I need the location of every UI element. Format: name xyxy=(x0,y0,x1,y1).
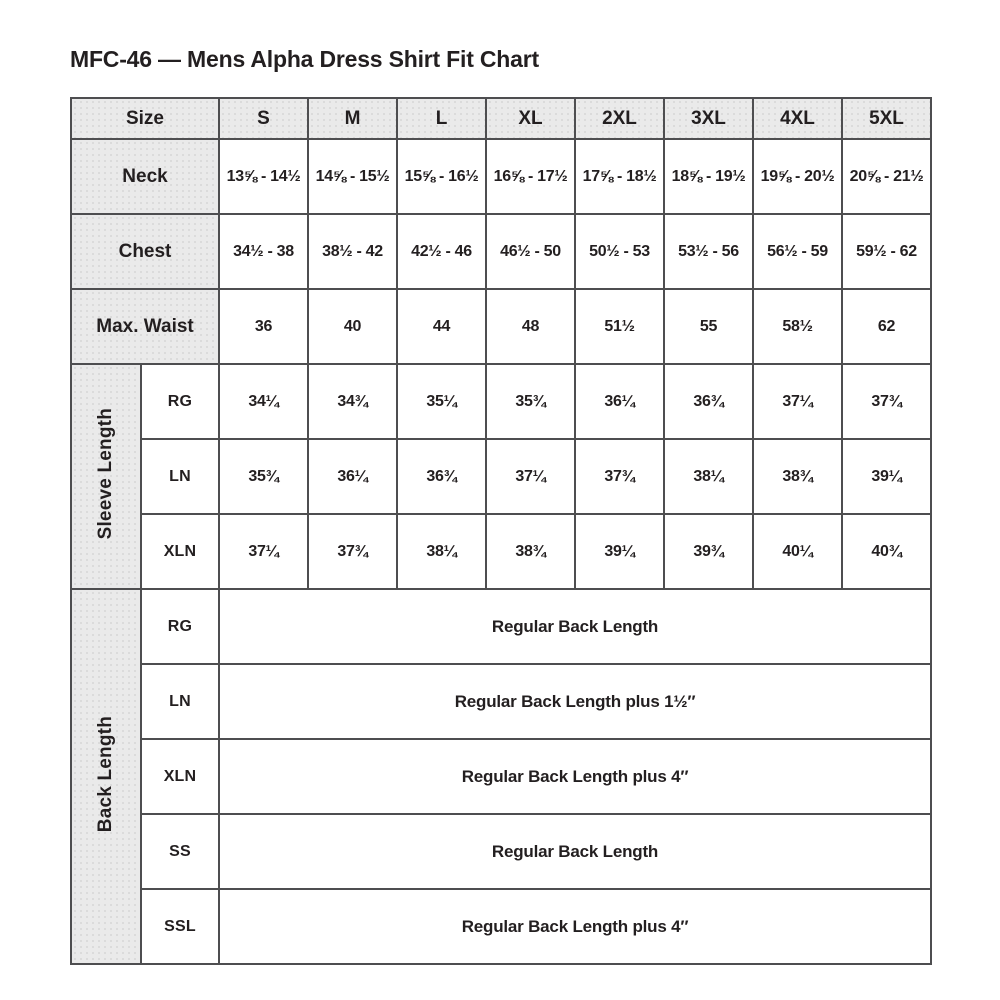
chest-value-cell: 56½ - 59 xyxy=(753,214,842,289)
max-waist-value-cell: 62 xyxy=(842,289,931,364)
chest-row xyxy=(71,214,931,289)
sleeve-ln-value-cell: 35¾ xyxy=(219,439,308,514)
back-code-rg: RG xyxy=(141,589,219,664)
back-code-ln: LN xyxy=(141,664,219,739)
sleeve-xln-value-cell: 39¾ xyxy=(664,514,753,589)
column-header-2xl: 2XL xyxy=(575,98,664,139)
sleeve-xln-value-cell: 38¼ xyxy=(397,514,486,589)
back-ssl-description: Regular Back Length plus 4″ xyxy=(219,889,931,964)
neck-row xyxy=(71,139,931,214)
sleeve-xln-value-cell: 38¾ xyxy=(486,514,575,589)
page-title: MFC-46 — Mens Alpha Dress Shirt Fit Chart xyxy=(70,46,539,72)
sleeve-ln-row xyxy=(71,439,931,514)
sleeve-code-rg: RG xyxy=(141,364,219,439)
sleeve-rg-value-cell: 35¼ xyxy=(397,364,486,439)
sleeve-ln-value-cell: 37¼ xyxy=(486,439,575,514)
neck-value-cell: 18⅝ - 19½ xyxy=(664,139,753,214)
back-code-xln: XLN xyxy=(141,739,219,814)
sleeve-xln-value-cell: 40¼ xyxy=(753,514,842,589)
column-header-3xl: 3XL xyxy=(664,98,753,139)
sleeve-rg-value-cell: 36¼ xyxy=(575,364,664,439)
header-row xyxy=(71,98,931,139)
back-code-ssl: SSL xyxy=(141,889,219,964)
neck-value-cell: 14⅝ - 15½ xyxy=(308,139,397,214)
chest-value-cell: 34½ - 38 xyxy=(219,214,308,289)
back-rg-description: Regular Back Length xyxy=(219,589,931,664)
max-waist-row xyxy=(71,289,931,364)
sleeve-code-ln: LN xyxy=(141,439,219,514)
sleeve-rg-value-cell: 34¼ xyxy=(219,364,308,439)
column-header-s: S xyxy=(219,98,308,139)
max-waist-value-cell: 55 xyxy=(664,289,753,364)
chest-value-cell: 50½ - 53 xyxy=(575,214,664,289)
sleeve-xln-value-cell: 40¾ xyxy=(842,514,931,589)
neck-value-cell: 19⅝ - 20½ xyxy=(753,139,842,214)
sleeve-ln-value-cell: 36¾ xyxy=(397,439,486,514)
chest-value-cell: 42½ - 46 xyxy=(397,214,486,289)
sleeve-length-vertical-label xyxy=(71,364,141,589)
chest-value-cell: 53½ - 56 xyxy=(664,214,753,289)
row-label-chest: Chest xyxy=(71,214,219,289)
max-waist-value-cell: 40 xyxy=(308,289,397,364)
max-waist-value-cell: 36 xyxy=(219,289,308,364)
sleeve-ln-value-cell: 37¾ xyxy=(575,439,664,514)
back-length-vertical-label xyxy=(71,589,141,964)
column-header-m: M xyxy=(308,98,397,139)
back-xln-description: Regular Back Length plus 4″ xyxy=(219,739,931,814)
neck-value-cell: 20⅝ - 21½ xyxy=(842,139,931,214)
chest-value-cell: 38½ - 42 xyxy=(308,214,397,289)
neck-value-cell: 13⅝ - 14½ xyxy=(219,139,308,214)
max-waist-value-cell: 58½ xyxy=(753,289,842,364)
back-rg-row xyxy=(71,589,931,664)
sleeve-rg-row xyxy=(71,364,931,439)
max-waist-value-cell: 48 xyxy=(486,289,575,364)
row-label-neck: Neck xyxy=(71,139,219,214)
sleeve-ln-value-cell: 38¼ xyxy=(664,439,753,514)
sleeve-code-xln: XLN xyxy=(141,514,219,589)
column-header-5xl: 5XL xyxy=(842,98,931,139)
back-ln-row xyxy=(71,664,931,739)
column-header-xl: XL xyxy=(486,98,575,139)
corner-cell-size: Size xyxy=(71,98,219,139)
back-ln-description: Regular Back Length plus 1½″ xyxy=(219,664,931,739)
sleeve-ln-value-cell: 38¾ xyxy=(753,439,842,514)
back-code-ss: SS xyxy=(141,814,219,889)
column-header-l: L xyxy=(397,98,486,139)
sleeve-xln-row xyxy=(71,514,931,589)
sleeve-length-label-text: Sleeve Length xyxy=(95,408,116,540)
max-waist-value-cell: 51½ xyxy=(575,289,664,364)
chest-value-cell: 46½ - 50 xyxy=(486,214,575,289)
sleeve-ln-value-cell: 39¼ xyxy=(842,439,931,514)
sleeve-xln-value-cell: 39¼ xyxy=(575,514,664,589)
sleeve-ln-value-cell: 36¼ xyxy=(308,439,397,514)
back-ss-row xyxy=(71,814,931,889)
sleeve-rg-value-cell: 36¾ xyxy=(664,364,753,439)
back-length-label-text: Back Length xyxy=(95,715,116,833)
fit-chart-table xyxy=(70,97,932,965)
sleeve-xln-value-cell: 37¾ xyxy=(308,514,397,589)
neck-value-cell: 17⅝ - 18½ xyxy=(575,139,664,214)
sleeve-rg-value-cell: 37¼ xyxy=(753,364,842,439)
sleeve-rg-value-cell: 37¾ xyxy=(842,364,931,439)
chest-value-cell: 59½ - 62 xyxy=(842,214,931,289)
sleeve-rg-value-cell: 34¾ xyxy=(308,364,397,439)
back-ssl-row xyxy=(71,889,931,964)
column-header-4xl: 4XL xyxy=(753,98,842,139)
back-xln-row xyxy=(71,739,931,814)
neck-value-cell: 16⅝ - 17½ xyxy=(486,139,575,214)
sleeve-rg-value-cell: 35¾ xyxy=(486,364,575,439)
neck-value-cell: 15⅝ - 16½ xyxy=(397,139,486,214)
sleeve-xln-value-cell: 37¼ xyxy=(219,514,308,589)
max-waist-value-cell: 44 xyxy=(397,289,486,364)
row-label-max-waist: Max. Waist xyxy=(71,289,219,364)
back-ss-description: Regular Back Length xyxy=(219,814,931,889)
